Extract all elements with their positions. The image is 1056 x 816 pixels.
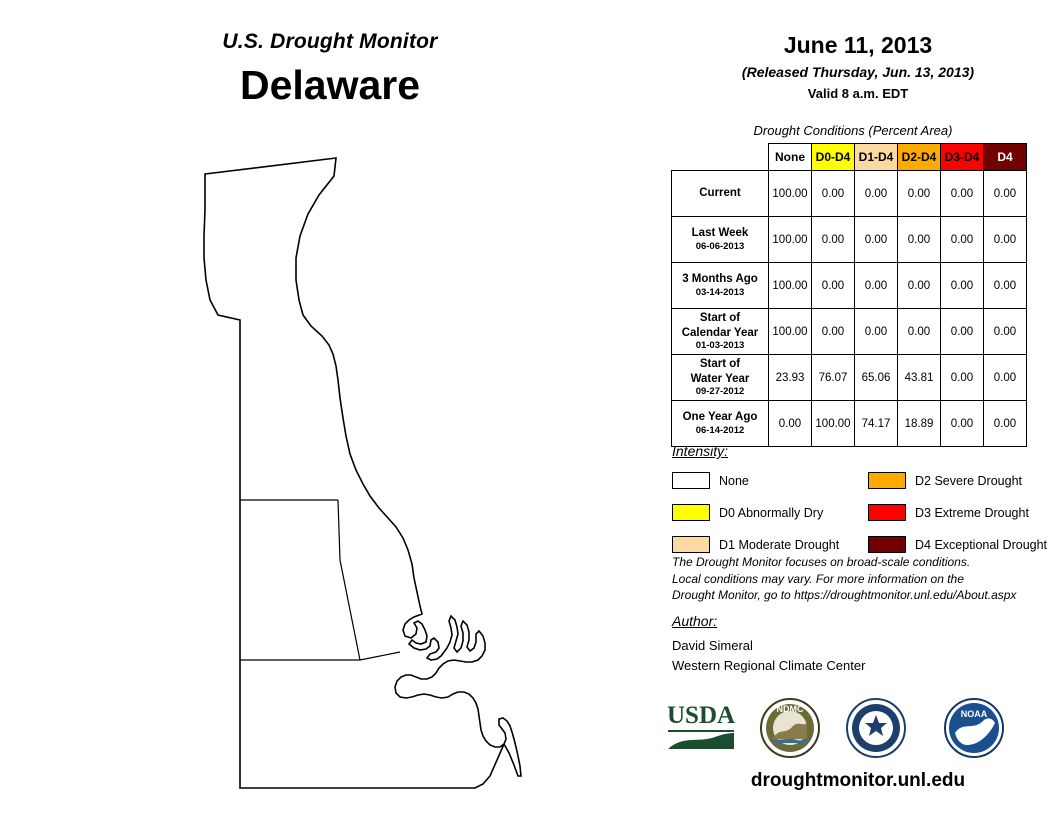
swatch-d4-icon [868, 536, 906, 553]
legend-label-none: None [719, 473, 749, 488]
legend-label-d1: D1 Moderate Drought [719, 537, 840, 552]
cell-lastweek-d2d4: 0.00 [898, 217, 941, 263]
cell-oneyear-d2d4: 18.89 [898, 401, 941, 447]
cell-wateryear-d2d4: 43.81 [898, 355, 941, 401]
noaa-logo [943, 697, 1005, 764]
legend-column-right [868, 468, 1047, 564]
table-row [672, 217, 1027, 263]
cell-3months-none: 100.00 [769, 263, 812, 309]
author-heading: Author: [672, 613, 718, 629]
program-title: U.S. Drought Monitor [222, 30, 438, 53]
row-label-date: 06-14-2012 [695, 424, 745, 436]
cell-calyear-d2d4: 0.00 [898, 309, 941, 355]
legend-label-d4: D4 Exceptional Drought [915, 537, 1048, 552]
row-label-text: Last Week [691, 227, 749, 240]
column-header-d2d4: D2-D4 [898, 144, 941, 171]
row-label-text: 3 Months Ago [682, 273, 758, 286]
row-label-text-line1: Start of [699, 358, 741, 371]
cell-wateryear-d4: 0.00 [984, 355, 1027, 401]
cell-3months-d0d4: 0.00 [812, 263, 855, 309]
cell-calyear-d4: 0.00 [984, 309, 1027, 355]
table-caption: Drought Conditions (Percent Area) [753, 123, 953, 138]
usda-logo-swoosh [668, 733, 734, 749]
cell-calyear-none: 100.00 [769, 309, 812, 355]
swatch-d3-icon [868, 504, 906, 521]
usda-seal-svg [845, 697, 907, 759]
website-url[interactable]: droughtmonitor.unl.edu [750, 770, 966, 791]
column-header-d4: D4 [984, 144, 1027, 171]
row-label-date: 06-06-2013 [695, 240, 745, 252]
cell-calyear-d1d4: 0.00 [855, 309, 898, 355]
cell-wateryear-d3d4: 0.00 [941, 355, 984, 401]
cell-current-d4: 0.00 [984, 171, 1027, 217]
swatch-none-icon [672, 472, 710, 489]
valid-time: Valid 8 a.m. EDT [807, 86, 909, 101]
column-header-d3d4: D3-D4 [941, 144, 984, 171]
author-name: David Simeral [672, 638, 753, 653]
table-corner-cell [672, 144, 769, 171]
usda-seal-logo [845, 697, 907, 764]
author-affiliation: Western Regional Climate Center [672, 658, 866, 674]
cell-current-d2d4: 0.00 [898, 171, 941, 217]
row-label-date: 03-14-2013 [695, 286, 745, 298]
table-row [672, 171, 1027, 217]
cell-3months-d4: 0.00 [984, 263, 1027, 309]
row-label-text: One Year Ago [682, 411, 758, 424]
table-row [672, 309, 1027, 355]
logo-row [665, 697, 1055, 759]
cell-calyear-d3d4: 0.00 [941, 309, 984, 355]
legend-label-d2: D2 Severe Drought [915, 473, 1023, 488]
column-header-d0d4: D0-D4 [812, 144, 855, 171]
usda-logo [665, 697, 737, 760]
row-label-text-line1: Start of [699, 312, 741, 325]
row-label-current [672, 171, 769, 217]
cell-oneyear-d1d4: 74.17 [855, 401, 898, 447]
ndmc-logo [759, 697, 821, 764]
row-label-date: 09-27-2012 [695, 385, 745, 397]
cell-3months-d3d4: 0.00 [941, 263, 984, 309]
cell-oneyear-d4: 0.00 [984, 401, 1027, 447]
usda-logo-svg [665, 697, 737, 755]
delaware-outline-svg [100, 140, 570, 790]
delaware-state-map [100, 140, 570, 790]
noaa-logo-text: NOAA [960, 709, 988, 719]
row-label-date: 01-03-2013 [695, 339, 745, 351]
usda-logo-text: USDA [667, 702, 736, 729]
cell-current-d0d4: 0.00 [812, 171, 855, 217]
cell-oneyear-d0d4: 100.00 [812, 401, 855, 447]
cell-current-d1d4: 0.00 [855, 171, 898, 217]
author-block [672, 636, 1052, 676]
legend-label-d0: D0 Abnormally Dry [719, 505, 824, 520]
noaa-logo-svg [943, 697, 1005, 759]
swatch-d0-icon [672, 504, 710, 521]
table-row [672, 401, 1027, 447]
notes-line-1: The Drought Monitor focuses on broad-scale conditions. [672, 555, 971, 569]
cell-current-none: 100.00 [769, 171, 812, 217]
row-label-start-calendar-year [672, 309, 769, 355]
row-label-last-week [672, 217, 769, 263]
row-label-text-line2: Calendar Year [681, 326, 759, 339]
cell-wateryear-none: 23.93 [769, 355, 812, 401]
legend-item-d2 [868, 468, 1047, 493]
cell-lastweek-none: 100.00 [769, 217, 812, 263]
cell-3months-d1d4: 0.00 [855, 263, 898, 309]
row-label-text-line2: Water Year [690, 372, 750, 385]
legend-item-none [672, 468, 839, 493]
legend-item-d0 [672, 500, 839, 525]
cell-lastweek-d4: 0.00 [984, 217, 1027, 263]
intensity-heading: Intensity: [672, 443, 729, 459]
legend-label-d3: D3 Extreme Drought [915, 505, 1029, 520]
cell-3months-d2d4: 0.00 [898, 263, 941, 309]
ndmc-logo-text: NDMC [776, 704, 804, 714]
column-header-none: None [769, 144, 812, 171]
row-label-three-months-ago [672, 263, 769, 309]
cell-oneyear-d3d4: 0.00 [941, 401, 984, 447]
cell-oneyear-none: 0.00 [769, 401, 812, 447]
table-row [672, 263, 1027, 309]
drought-conditions-table [671, 143, 1027, 447]
column-header-d1d4: D1-D4 [855, 144, 898, 171]
swatch-d2-icon [868, 472, 906, 489]
notes-line-3: Drought Monitor, go to https://droughtmonitor.unl.edu/About.aspx [672, 588, 1017, 603]
map-date: June 11, 2013 [783, 32, 933, 58]
cell-calyear-d0d4: 0.00 [812, 309, 855, 355]
cell-lastweek-d0d4: 0.00 [812, 217, 855, 263]
cell-lastweek-d1d4: 0.00 [855, 217, 898, 263]
table-header-row [672, 144, 1027, 171]
cell-current-d3d4: 0.00 [941, 171, 984, 217]
swatch-d1-icon [672, 536, 710, 553]
legend-column-left [672, 468, 839, 564]
cell-wateryear-d0d4: 76.07 [812, 355, 855, 401]
state-title: Delaware [239, 62, 421, 108]
notes-line-2: Local conditions may vary. For more information on the [672, 571, 964, 586]
row-label-one-year-ago [672, 401, 769, 447]
cell-wateryear-d1d4: 65.06 [855, 355, 898, 401]
disclaimer-notes [672, 554, 1054, 604]
delaware-state-boundary [204, 158, 521, 788]
row-label-start-water-year [672, 355, 769, 401]
legend-item-d3 [868, 500, 1047, 525]
ndmc-logo-svg [759, 697, 821, 759]
cell-lastweek-d3d4: 0.00 [941, 217, 984, 263]
row-label-text: Current [699, 187, 741, 200]
release-date: (Released Thursday, Jun. 13, 2013) [741, 64, 975, 80]
table-row [672, 355, 1027, 401]
